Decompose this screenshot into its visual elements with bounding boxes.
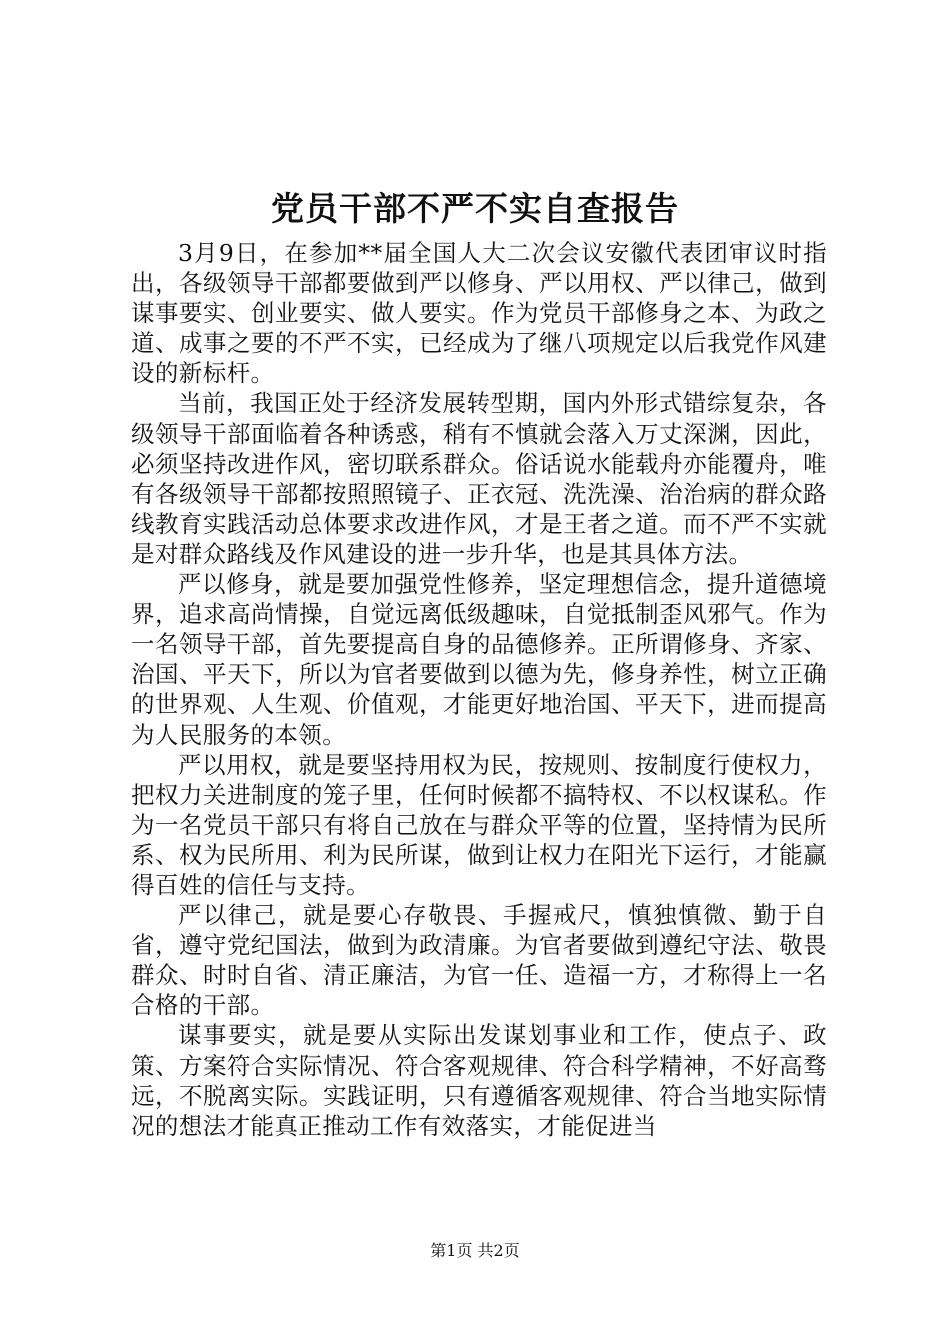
paragraph-1: 3月9日，在参加**届全国人大二次会议安徽代表团审议时指出，各级领导干部都要做到严以修身、严以用权、严以律己，做到谋事要实、创业要实、做人要实。作为党员干部修身之本、为政之道、成事之要的不严不实，已经成为了继八项规定以后我党作风建设的新标杆。 bbox=[131, 239, 827, 388]
paragraph-2: 当前，我国正处于经济发展转型期，国内外形式错综复杂，各级领导干部面临着各种诱惑，稍有不慎就会落入万丈深渊，因此，必须坚持改进作风，密切联系群众。俗话说水能载舟亦能覆舟，唯有各级领导干部都按照照镜子、正衣冠、洗洗澡、治治病的群众路线教育实践活动总体要求改进作风，才是王者之道。而不严不实就是对群众路线及作风建设的进一步升华，也是其具体方法。 bbox=[131, 389, 827, 568]
page-number-footer: 第1页 共2页 bbox=[430, 1241, 520, 1260]
paragraph-6: 谋事要实，就是要从实际出发谋划事业和工作，使点子、政策、方案符合实际情况、符合客观规律、符合科学精神，不好高骛远，不脱离实际。实践证明，只有遵循客观规律、符合当地实际情况的想法才能真正推动工作有效落实，才能促进当 bbox=[131, 1021, 827, 1140]
paragraph-3: 严以修身，就是要加强党性修养，坚定理想信念，提升道德境界，追求高尚情操，自觉远离低级趣味，自觉抵制歪风邪气。作为一名领导干部，首先要提高自身的品德修养。正所谓修身、齐家、治国、平天下，所以为官者要做到以德为先，修身养性，树立正确的世界观、人生观、价值观，才能更好地治国、平天下，进而提高为人民服务的本领。 bbox=[131, 570, 827, 749]
paragraph-5: 严以律己，就是要心存敬畏、手握戒尺，慎独慎微、勤于自省，遵守党纪国法，做到为政清廉。为官者要做到遵纪守法、敬畏群众、时时自省、清正廉洁，为官一任、造福一方，才称得上一名合格的干部。 bbox=[131, 901, 827, 1020]
paragraph-4: 严以用权，就是要坚持用权为民，按规则、按制度行使权力，把权力关进制度的笼子里，任何时候都不搞特权、不以权谋私。作为一名党员干部只有将自己放在与群众平等的位置，坚持情为民所系、权为民所用、利为民所谋，做到让权力在阳光下运行，才能赢得百姓的信任与支持。 bbox=[131, 750, 827, 899]
document-body bbox=[131, 238, 827, 1141]
document-title: 党员干部不严不实自查报告 bbox=[271, 189, 679, 228]
